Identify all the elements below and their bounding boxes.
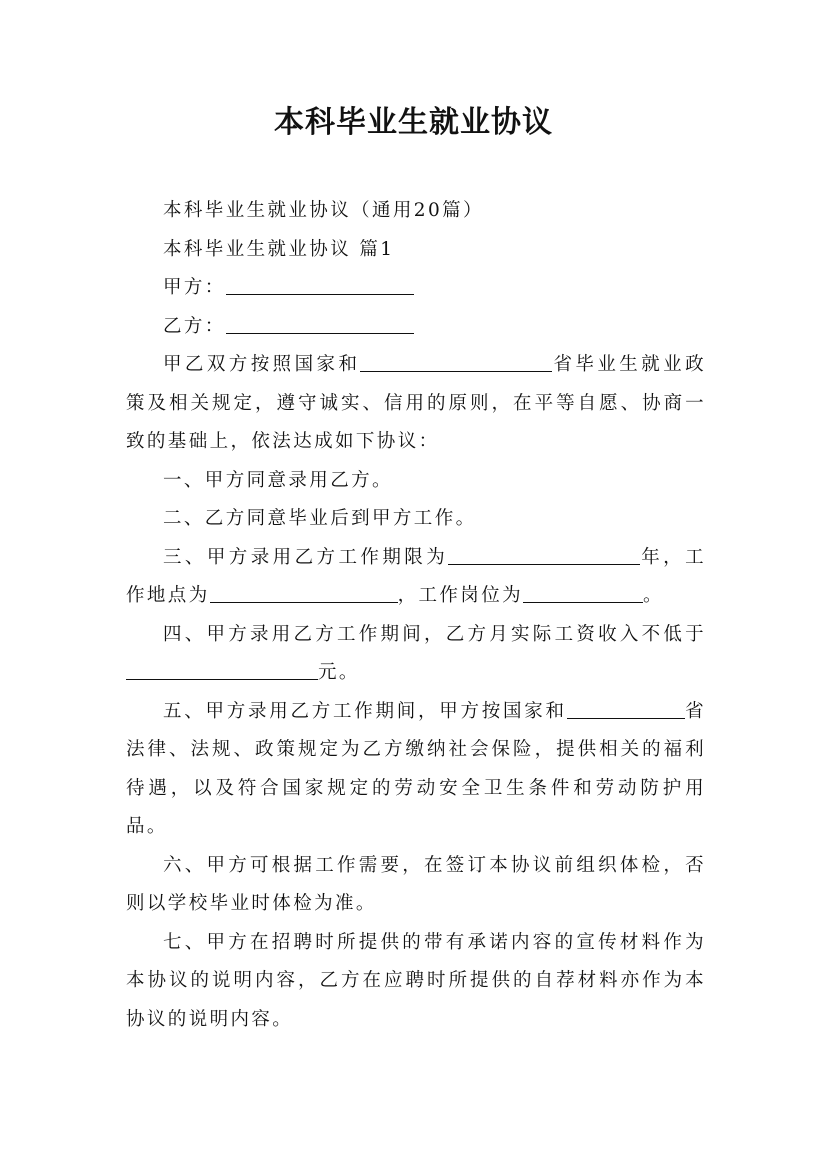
clause-6: 六、甲方可根据工作需要，在签订本协议前组织体检，否则以学校毕业时体检为准。 (126, 854, 706, 914)
clause-5 (126, 693, 706, 847)
party-a-line (126, 269, 706, 308)
clause-3-text-3: ，工作岗位为 (397, 585, 524, 606)
document-subtitle: 本科毕业生就业协议（通用20篇） (163, 200, 484, 221)
clause-4-text-2: 元。 (318, 662, 360, 683)
party-b-blank (226, 311, 414, 334)
clause-2: 二、乙方同意毕业后到甲方工作。 (163, 508, 477, 529)
party-a-label: 甲方： (163, 277, 226, 298)
job-position-blank (523, 580, 643, 603)
clause-4-text-1: 四、甲方录用乙方工作期间，乙方月实际工资收入不低于 (163, 623, 706, 645)
document-body (126, 192, 706, 1039)
intro-text-2: 省毕业生就业政策及相关规定，遵守诚实、信用的原则，在平等自愿、协商一致的基础上，依法达成如下协议： (126, 354, 706, 452)
clause-3-text-1: 三、甲方录用乙方工作期限为 (163, 546, 449, 568)
clause-5-province-blank (567, 696, 685, 719)
intro-text-1: 甲乙双方按照国家和 (163, 354, 361, 375)
work-location-blank (210, 580, 398, 603)
party-b-label: 乙方： (163, 315, 226, 337)
province-blank (360, 349, 552, 372)
party-a-blank (226, 272, 414, 295)
document-title: 本科毕业生就业协议 (274, 105, 553, 140)
salary-blank (126, 657, 318, 680)
clause-3 (126, 539, 706, 616)
clause-7: 七、甲方在招聘时所提供的带有承诺内容的宣传材料作为本协议的说明内容，乙方在应聘时所提供的自荐材料亦作为本协议的说明内容。 (126, 931, 706, 1030)
clause-4 (126, 616, 706, 693)
clause-3-text-2: 年，工作地点为 (126, 546, 706, 606)
clause-3-text-4: 。 (643, 585, 664, 606)
clause-1: 一、甲方同意录用乙方。 (163, 469, 393, 491)
clause-5-text-1: 五、甲方录用乙方工作期间，甲方按国家和 (163, 700, 567, 722)
section-heading: 本科毕业生就业协议 篇1 (163, 238, 395, 260)
term-blank (448, 542, 640, 565)
intro-paragraph (126, 346, 706, 462)
clause-5-text-2: 省法律、法规、政策规定为乙方缴纳社会保险，提供相关的福利待遇，以及符合国家规定的劳动安全卫生条件和劳动防护用品。 (126, 700, 706, 837)
party-b-line (126, 308, 706, 347)
